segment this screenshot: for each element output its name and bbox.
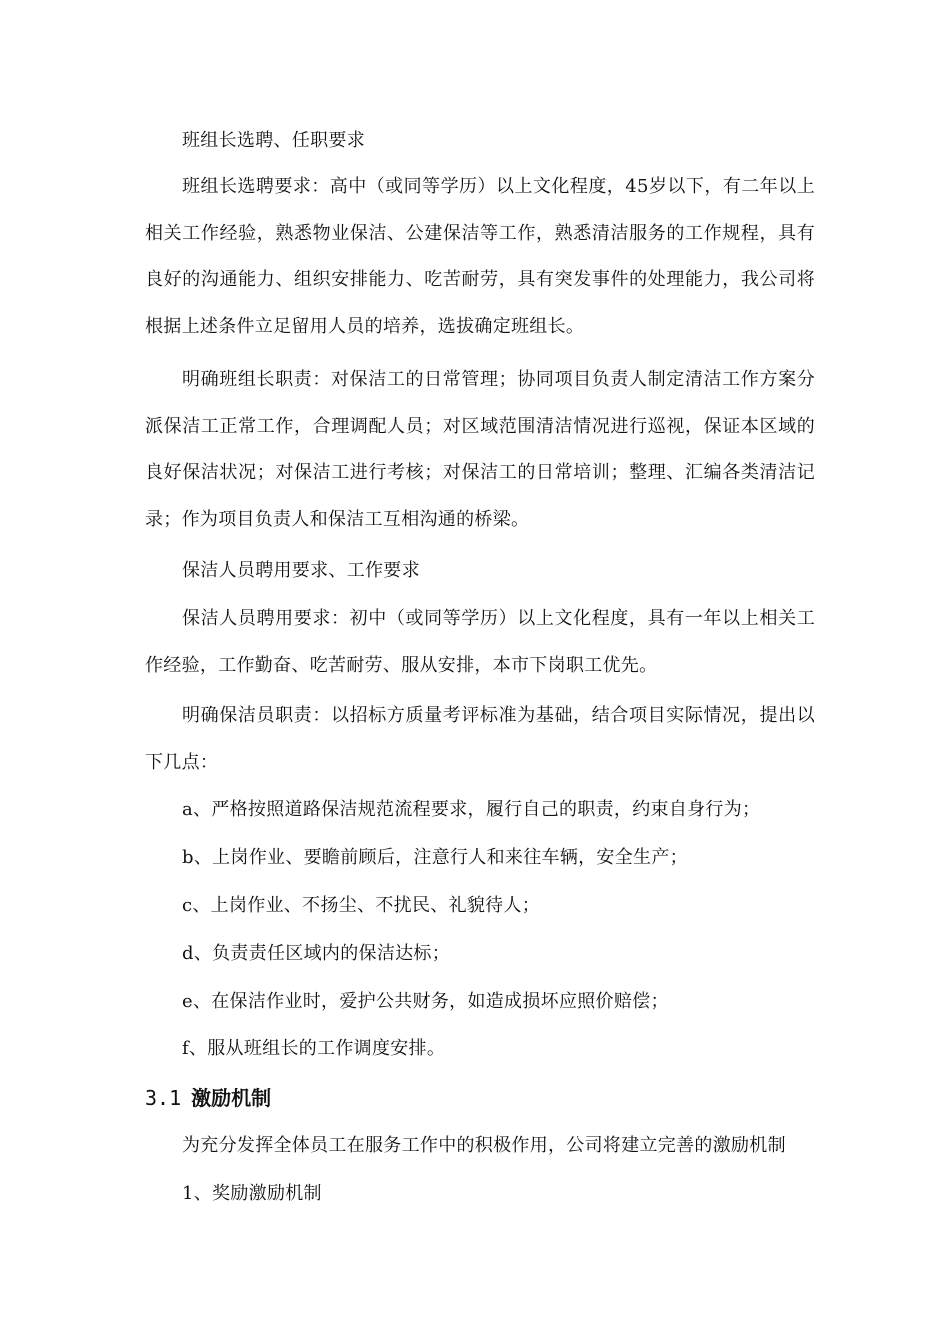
paragraph-team-leader-hiring: 班组长选聘要求：高中（或同等学历）以上文化程度，45岁以下，有二年以上相关工作经验，熟悉物业保洁、公建保洁等工作，熟悉清洁服务的工作规程，具有良好的沟通能力、组织安排能力、吃苦耐劳，具有突发事件的处理能力，我公司将根据上述条件立足留用人员的培养，选拔确定班组长。 — [145, 176, 815, 337]
list-item-c: c、上岗作业、不扬尘、不扰民、礼貌待人； — [182, 895, 541, 916]
list-item-f: f、服从班组长的工作调度安排。 — [182, 1038, 446, 1059]
section-heading — [145, 1078, 271, 1118]
paragraph-incentive-intro: 为充分发挥全体员工在服务工作中的积极作用，公司将建立完善的激励机制 — [182, 1135, 786, 1156]
paragraph-cleaner-duties: 明确保洁员职责：以招标方质量考评标准为基础，结合项目实际情况，提出以下几点： — [145, 705, 815, 773]
list-item-e: e、在保洁作业时，爱护公共财务，如造成损坏应照价赔偿； — [182, 991, 669, 1012]
subheading-reward-incentive: 1、奖励激励机制 — [182, 1183, 322, 1204]
subheading-team-leader-requirements: 班组长选聘、任职要求 — [182, 130, 365, 151]
paragraph-cleaner-hiring: 保洁人员聘用要求：初中（或同等学历）以上文化程度，具有一年以上相关工作经验，工作勤奋、吃苦耐劳、服从安排，本市下岗职工优先。 — [145, 608, 815, 676]
list-item-d: d、负责责任区域内的保洁达标； — [182, 943, 451, 964]
list-item-a: a、严格按照道路保洁规范流程要求，履行自己的职责，约束自身行为； — [182, 799, 761, 820]
subheading-cleaner-requirements: 保洁人员聘用要求、工作要求 — [182, 560, 420, 581]
list-item-b: b、上岗作业、要瞻前顾后，注意行人和来往车辆，安全生产； — [182, 847, 688, 868]
paragraph-team-leader-duties: 明确班组长职责：对保洁工的日常管理；协同项目负责人制定清洁工作方案分派保洁工正常工作，合理调配人员；对区域范围清洁情况进行巡视，保证本区域的良好保洁状况；对保洁工进行考核；对保洁工的日常培训；整理、汇编各类清洁记录；作为项目负责人和保洁工互相沟通的桥梁。 — [145, 369, 815, 530]
section-title: 激励机制 — [191, 1086, 272, 1110]
section-number: 3.1 — [145, 1086, 182, 1110]
